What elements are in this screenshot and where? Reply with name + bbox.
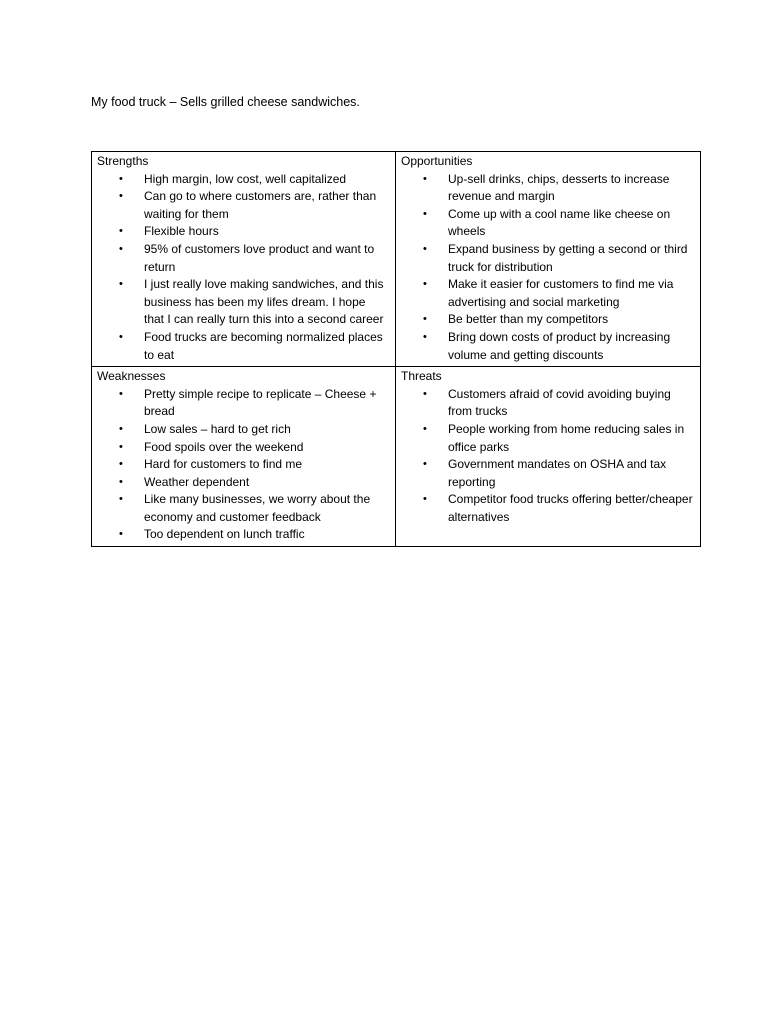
list-item-text: High margin, low cost, well capitalized — [144, 171, 347, 186]
list-item-text: Hard for customers to find me — [144, 457, 303, 472]
list-item — [401, 329, 695, 364]
list-item — [401, 171, 695, 206]
list-item-text: Like many businesses, we worry about the economy and customer feedback — [144, 492, 371, 524]
opportunities-list — [401, 171, 695, 365]
list-item — [401, 241, 695, 276]
weaknesses-cell — [92, 367, 396, 547]
bullet-icon: • — [119, 172, 123, 185]
bullet-icon: • — [423, 278, 427, 291]
strengths-cell — [92, 152, 396, 367]
list-item — [97, 491, 390, 526]
list-item — [97, 456, 390, 474]
bullet-icon: • — [423, 493, 427, 506]
list-item-text: 95% of customers love product and want to return — [144, 241, 375, 274]
list-item-text: Too dependent on lunch traffic — [144, 527, 305, 542]
list-item-text: Low sales – hard to get rich — [144, 421, 291, 436]
list-item-text: Flexible hours — [144, 224, 219, 239]
strengths-heading: Strengths — [97, 154, 149, 168]
bullet-icon: • — [119, 387, 123, 400]
list-item — [97, 474, 390, 492]
list-item-text: Be better than my competitors — [448, 312, 609, 327]
threats-cell — [396, 367, 701, 547]
bullet-icon: • — [119, 422, 123, 435]
list-item — [401, 456, 695, 491]
list-item — [401, 421, 695, 456]
weaknesses-heading: Weaknesses — [97, 369, 166, 384]
list-item — [401, 311, 695, 329]
list-item — [97, 386, 390, 421]
bullet-icon: • — [423, 458, 427, 471]
bullet-icon: • — [423, 242, 427, 255]
bullet-icon: • — [119, 493, 123, 506]
bullet-icon: • — [119, 440, 123, 453]
list-item-text: Make it easier for customers to find me via advertising and social marketing — [448, 277, 674, 309]
list-item-text: Food spoils over the weekend — [144, 439, 304, 454]
bullet-icon: • — [119, 330, 123, 343]
bullet-icon: • — [119, 278, 123, 291]
list-item-text: People working from home reducing sales in office parks — [448, 421, 685, 454]
threats-list — [401, 386, 695, 527]
document-title: My food truck – Sells grilled cheese sandwiches. — [91, 95, 360, 109]
bullet-icon: • — [119, 242, 123, 255]
list-item — [97, 241, 390, 276]
bullet-icon: • — [119, 475, 123, 488]
list-item-text: Up-sell drinks, chips, desserts to increase revenue and margin — [448, 171, 670, 204]
opportunities-cell — [396, 152, 701, 367]
list-item-text: Can go to where customers are, rather than waiting for them — [144, 189, 377, 221]
list-item-text: Government mandates on OSHA and tax reporting — [448, 457, 667, 489]
list-item — [401, 386, 695, 421]
list-item — [97, 439, 390, 457]
list-item — [97, 188, 390, 223]
list-item-text: Bring down costs of product by increasing volume and getting discounts — [448, 329, 671, 362]
bullet-icon: • — [423, 172, 427, 185]
list-item — [97, 526, 390, 544]
swot-row-top — [92, 152, 701, 367]
list-item-text: Come up with a cool name like cheese on wheels — [448, 206, 671, 239]
list-item — [401, 491, 695, 526]
list-item-text: Weather dependent — [144, 474, 250, 489]
bullet-icon: • — [119, 190, 123, 203]
bullet-icon: • — [119, 528, 123, 541]
list-item-text: Pretty simple recipe to replicate – Cheese + bread — [144, 386, 377, 419]
list-item-text: I just really love making sandwiches, and this business has been my lifes dream. I hope that I can really turn this into a second career — [144, 277, 384, 327]
list-item — [97, 421, 390, 439]
strengths-list — [97, 171, 390, 365]
list-item — [97, 329, 390, 364]
bullet-icon: • — [423, 313, 427, 326]
swot-table — [91, 151, 701, 547]
opportunities-heading: Opportunities — [401, 154, 473, 168]
list-item-text: Food trucks are becoming normalized places to eat — [144, 329, 383, 362]
list-item — [401, 206, 695, 241]
bullet-icon: • — [423, 207, 427, 220]
weaknesses-list — [97, 386, 390, 544]
bullet-icon: • — [119, 225, 123, 238]
bullet-icon: • — [423, 422, 427, 435]
swot-row-bottom — [92, 367, 701, 547]
list-item-text: Competitor food trucks offering better/cheaper alternatives — [448, 492, 693, 524]
bullet-icon: • — [423, 330, 427, 343]
list-item — [97, 223, 390, 241]
list-item — [97, 276, 390, 329]
bullet-icon: • — [423, 387, 427, 400]
threats-heading: Threats — [401, 369, 442, 384]
list-item — [97, 171, 390, 189]
list-item — [401, 276, 695, 311]
list-item-text: Customers afraid of covid avoiding buying from trucks — [448, 386, 671, 419]
list-item-text: Expand business by getting a second or third truck for distribution — [448, 241, 688, 274]
bullet-icon: • — [119, 458, 123, 471]
